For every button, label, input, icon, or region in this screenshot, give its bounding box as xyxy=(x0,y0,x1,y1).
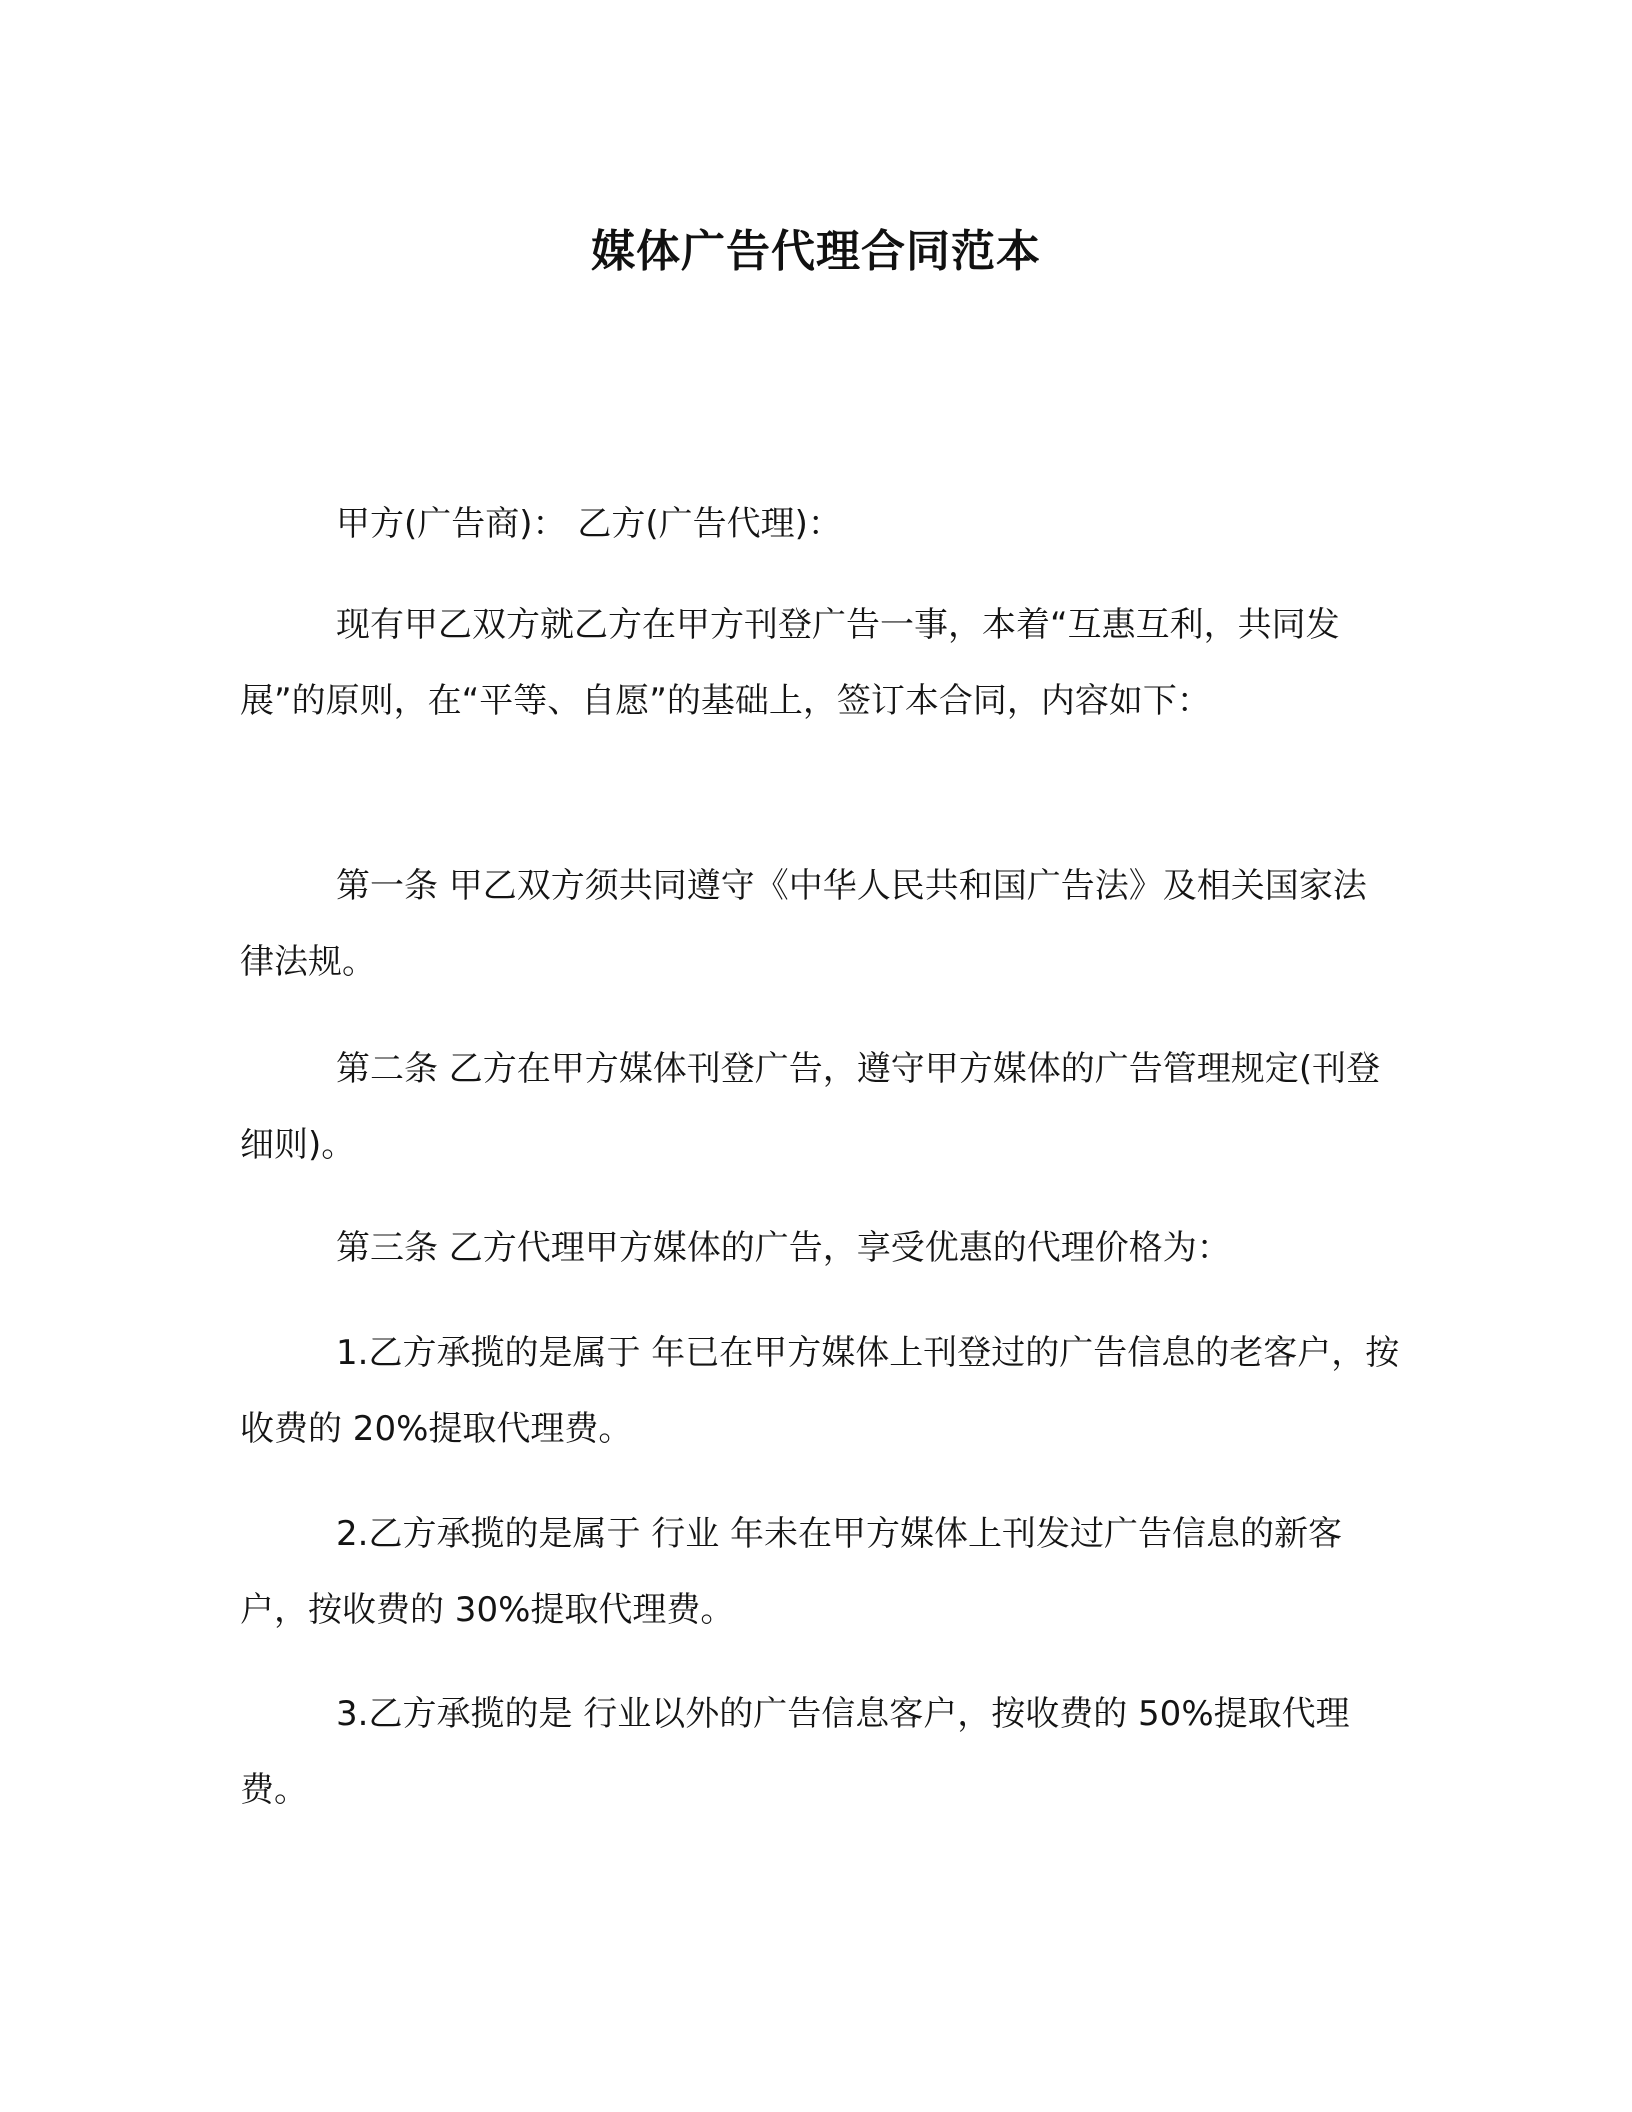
parties-line xyxy=(240,486,1400,562)
intro-paragraph xyxy=(240,587,1400,739)
article-2-paragraph xyxy=(240,1031,1400,1183)
intro-line-2: 同发展”的原则，在“平等、自愿”的基础上，签订本合同，内容如 xyxy=(240,605,1340,721)
article-2-line-2: (刊登细则)。 xyxy=(240,1049,1381,1165)
article-1-line-1: 第一条 甲乙双方须共同遵守《中华人民共和国广告法》及相关国 xyxy=(336,866,1299,906)
item-2-paragraph xyxy=(240,1496,1400,1648)
item-1-paragraph xyxy=(240,1315,1400,1467)
article-1-line-2: 家法律法规。 xyxy=(240,866,1367,982)
article-3-paragraph xyxy=(240,1210,1400,1286)
article-1-paragraph xyxy=(240,848,1400,1000)
item-3-paragraph xyxy=(240,1676,1400,1828)
intro-line-1: 现有甲乙双方就乙方在甲方刊登广告一事，本着“互惠互利，共 xyxy=(336,605,1272,645)
item-1-line-1: 1.乙方承揽的是属于 年已在甲方媒体上刊登过的广告信息的老客 xyxy=(336,1333,1298,1373)
document-title: 媒体广告代理合同范本 xyxy=(591,226,1041,277)
item-1-line-2: 户，按收费的 20%提取代理费。 xyxy=(240,1333,1400,1449)
item-3-line-2: 代理费。 xyxy=(240,1694,1350,1810)
article-2-line-1: 第二条 乙方在甲方媒体刊登广告，遵守甲方媒体的广告管理规定 xyxy=(336,1049,1299,1089)
item-2-line-1: 2.乙方承揽的是属于 行业 年未在甲方媒体上刊发过广告信息的 xyxy=(336,1514,1275,1554)
parties-text: 甲方(广告商)： 乙方(广告代理)： xyxy=(336,504,842,544)
intro-line-3: 下： xyxy=(1142,681,1211,721)
item-3-line-1: 3.乙方承揽的是 行业以外的广告信息客户，按收费的 50%提取 xyxy=(336,1694,1282,1734)
item-2-line-2: 新客户，按收费的 30%提取代理费。 xyxy=(240,1514,1343,1630)
article-3-text: 第三条 乙方代理甲方媒体的广告，享受优惠的代理价格为： xyxy=(336,1228,1231,1268)
